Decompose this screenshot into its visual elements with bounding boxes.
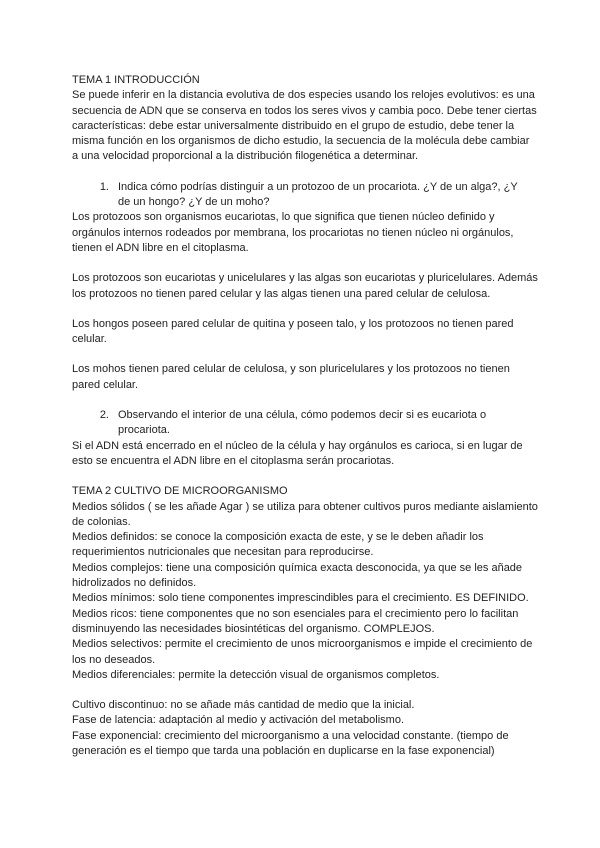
medio-definidos: Medios definidos: se conoce la composición exacta de este, y se le deben añadir los requerimientos nutricionales que necesitan para reproducirse.: [72, 531, 484, 559]
medio-minimos: Medios mínimos: solo tiene componentes imprescindibles para el crecimiento. ES DEFINIDO.: [72, 592, 529, 605]
question-2-text: Observando el interior de una célula, cómo podemos decir si es eucariota o procariota.: [118, 409, 487, 437]
medio-selectivos: Medios selectivos: permite el crecimiento de unos microorganismos e impide el crecimiento de los no deseados.: [72, 638, 533, 666]
question-1: [72, 180, 538, 211]
fase-latencia: Fase de latencia: adaptación al medio y activación del metabolismo.: [72, 714, 405, 727]
tema1-heading: TEMA 1 INTRODUCCIÓN: [72, 74, 200, 86]
question-2: [72, 408, 538, 439]
spacer: [72, 683, 538, 698]
medio-diferenciales: Medios diferenciales: permite la detección visual de organismos completos.: [72, 668, 440, 681]
medio-solidos: Medios sólidos ( se les añade Agar ) se utiliza para obtener cultivos puros mediante aislamiento de colonias.: [72, 500, 538, 528]
spacer: [72, 165, 538, 180]
fase-exponencial: Fase exponencial: crecimiento del microorganismo a una velocidad constante. (tiempo de generación es el tiempo que tarda una población en duplicarse en la fase exponencial): [72, 729, 509, 757]
spacer: [72, 256, 538, 271]
answer-1-paragraph-1: Los protozoos son organismos eucariotas, lo que significa que tienen núcleo definido y orgánulos internos rodeados por membrana, los procariotas no tienen núcleo ni orgánulos, tienen el ADN libre en el citoplasma.: [72, 211, 514, 254]
answer-1-paragraph-3: Los hongos poseen pared celular de quitina y poseen talo, y los protozoos no tienen pared celular.: [72, 317, 514, 346]
tema1-intro: Se puede inferir en la distancia evolutiva de dos especies usando los relojes evolutivos: es una secuencia de ADN que se conserva en todos los seres vivos y cambia poco. Debe tener ciertas características: debe estar universalmente distribuido en el grupo de estudio, debe tener la misma función en los organismos de dicho estudio, la secuencia de la molécula debe cambiar a una velocidad proporcional a la distribución filogenética a determinar.: [72, 89, 537, 163]
answer-1-paragraph-4: Los mohos tienen pared celular de celulosa, y son pluricelulares y los protozoos no tienen pared celular.: [72, 363, 510, 391]
answer-1-paragraph-2: Los protozoos son eucariotas y unicelulares y las algas son eucariotas y pluricelulares. Además los protozoos no tienen pared celular y las algas tienen una pared celular de celulosa.: [72, 272, 538, 300]
spacer: [72, 347, 538, 362]
tema2-heading: TEMA 2 CULTIVO DE MICROORGANISMO: [72, 485, 288, 498]
question-1-number: 1.: [99, 180, 109, 193]
cultivo-discontinuo: Cultivo discontinuo: no se añade más cantidad de medio que la inicial.: [72, 699, 415, 712]
answer-2: Si el ADN está encerrado en el núcleo de la célula y hay orgánulos es carioca, si en lugar de esto se encuentra el ADN libre en el citoplasma serán procariotas.: [72, 439, 523, 467]
spacer: [72, 393, 538, 408]
question-2-number: 2.: [99, 409, 109, 422]
medio-complejos: Medios complejos: tiene una composición química exacta desconocida, ya que se les añade hidrolizados no definidos.: [72, 561, 523, 590]
medio-ricos: Medios ricos: tiene componentes que no son esenciales para el crecimiento pero lo facilitan disminuyendo las necesidades biosintéticas del organismo. COMPLEJOS.: [72, 607, 519, 635]
spacer: [72, 469, 538, 484]
spacer: [72, 302, 538, 317]
question-1-text: Indica cómo podrías distinguir a un protozoo de un procariota. ¿Y de un alga?, ¿Y de un hongo? ¿Y de un moho?: [118, 180, 518, 209]
